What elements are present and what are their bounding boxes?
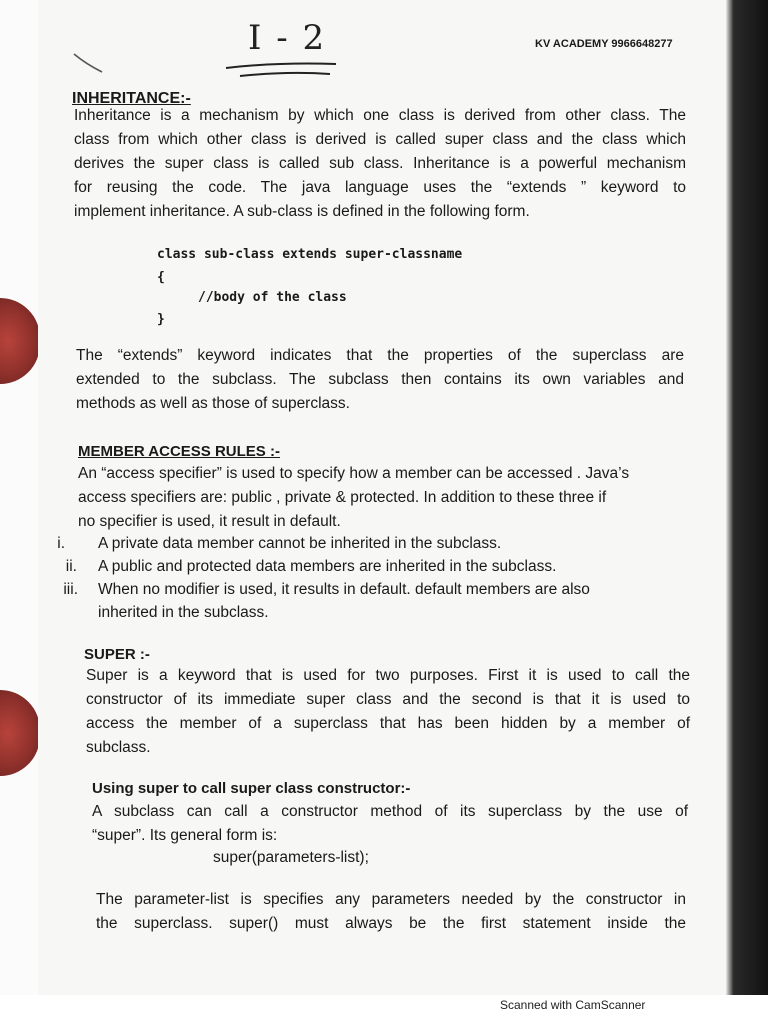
extends-line: methods as well as those of superclass. bbox=[76, 395, 350, 412]
inheritance-paragraph bbox=[74, 104, 690, 224]
inheritance-line: derives the super class is called sub class. Inheritance is a powerful mechanism bbox=[74, 155, 686, 172]
code-line: //body of the class bbox=[198, 290, 347, 305]
inheritance-line: Inheritance is a mechanism by which one class is derived from other class. The bbox=[74, 107, 686, 124]
rule-text: When no modifier is used, it results in default. default members are also bbox=[98, 581, 590, 598]
parameter-list-line: The parameter-list is specifies any parameters needed by the constructor in bbox=[96, 891, 686, 908]
super-line: access the member of a superclass that has been hidden by a member of bbox=[86, 715, 690, 732]
super-paragraph bbox=[86, 664, 702, 760]
super-line: subclass. bbox=[86, 739, 151, 756]
rule-number: iii. bbox=[63, 581, 78, 598]
using-super-line: A subclass can call a constructor method of its superclass by the use of bbox=[92, 803, 688, 820]
super-line: Super is a keyword that is used for two purposes. First it is used to call the bbox=[86, 667, 690, 684]
member-access-line: access specifiers are: public , private & protected. In addition to these three if bbox=[78, 489, 607, 506]
scanner-footer bbox=[0, 995, 768, 1024]
inheritance-line: for reusing the code. The java language uses the “extends ” keyword to bbox=[74, 179, 686, 196]
super-line: constructor of its immediate super class and the second is that it is used to bbox=[86, 691, 690, 708]
inheritance-heading: INHERITANCE:- bbox=[72, 90, 191, 107]
member-access-paragraph bbox=[78, 462, 694, 534]
code-line: } bbox=[157, 312, 165, 327]
academy-header: KV ACADEMY 9966648277 bbox=[535, 38, 673, 50]
extends-line: extended to the subclass. The subclass then contains its own variables and bbox=[76, 371, 684, 388]
rule-text: A private data member cannot be inherited in the subclass. bbox=[98, 535, 502, 552]
title-underline bbox=[218, 16, 343, 82]
using-super-line: “super”. Its general form is: bbox=[92, 827, 278, 844]
handwritten-mark bbox=[72, 50, 106, 76]
member-access-line: no specifier is used, it result in default. bbox=[78, 513, 341, 530]
handwritten-title: I - 2 bbox=[248, 18, 327, 58]
code-line: class sub-class extends super-classname bbox=[157, 247, 463, 262]
rule-number: ii. bbox=[65, 558, 77, 575]
parameter-list-line: the superclass. super() must always be the first statement inside the bbox=[96, 915, 686, 932]
code-line: { bbox=[157, 270, 165, 285]
inheritance-line: class from which other class is derived is called super class and the class which bbox=[74, 131, 686, 148]
rule-number: i. bbox=[57, 535, 65, 552]
member-access-heading: MEMBER ACCESS RULES :- bbox=[78, 443, 280, 460]
camscanner-watermark: Scanned with CamScanner bbox=[500, 998, 646, 1012]
member-access-line: An “access specifier” is used to specify how a member can be accessed . Java’s bbox=[78, 465, 630, 482]
extends-paragraph bbox=[76, 344, 692, 416]
extends-line: The “extends” keyword indicates that the properties of the superclass are bbox=[76, 347, 684, 364]
using-super-heading: Using super to call super class constructor:- bbox=[92, 780, 411, 797]
parameter-list-paragraph bbox=[96, 888, 712, 936]
rule-text: A public and protected data members are inherited in the subclass. bbox=[98, 558, 557, 575]
super-general-form: super(parameters-list); bbox=[213, 849, 369, 866]
rule-text-continued: inherited in the subclass. bbox=[98, 604, 269, 621]
super-heading: SUPER :- bbox=[84, 646, 150, 663]
inheritance-line: implement inheritance. A sub-class is defined in the following form. bbox=[74, 203, 530, 220]
page-left-margin bbox=[0, 0, 38, 995]
scanner-edge bbox=[726, 0, 768, 995]
using-super-paragraph bbox=[92, 800, 708, 848]
